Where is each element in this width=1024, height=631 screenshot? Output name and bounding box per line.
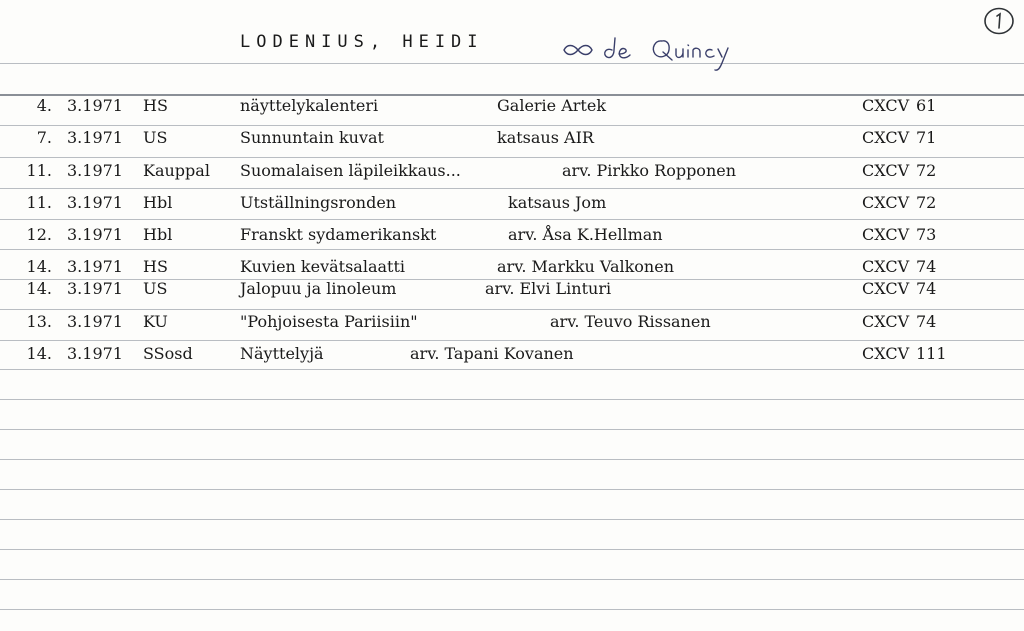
entry-page: 71	[916, 128, 937, 147]
entry-title: Utställningsronden	[240, 193, 397, 212]
entry-page: 74	[916, 279, 937, 298]
entry-title: Näyttelyjä	[240, 344, 324, 363]
ruled-line	[0, 429, 1024, 430]
entry-ref: CXCV	[862, 279, 910, 298]
ruled-line	[0, 219, 1024, 220]
list-item	[0, 279, 1024, 303]
entry-ref: CXCV	[862, 96, 910, 115]
list-item	[0, 257, 1024, 281]
entry-date: 3.1971	[67, 344, 123, 363]
entry-paper: KU	[143, 312, 168, 331]
entry-date: 3.1971	[67, 257, 123, 276]
ruled-line	[0, 579, 1024, 580]
ruled-line	[0, 157, 1024, 158]
entry-ref: CXCV	[862, 312, 910, 331]
entry-paper: SSosd	[143, 344, 193, 363]
entry-day: 4.	[36, 96, 52, 115]
entry-ref: CXCV	[862, 128, 910, 147]
entry-note: arv. Markku Valkonen	[497, 257, 674, 276]
entry-title: näyttelykalenteri	[240, 96, 379, 115]
entry-date: 3.1971	[67, 279, 123, 298]
entry-day: 7.	[36, 128, 52, 147]
ruled-line	[0, 609, 1024, 610]
ruled-line	[0, 369, 1024, 370]
entry-page: 74	[916, 312, 937, 331]
entry-title: "Pohjoisesta Pariisiin"	[240, 312, 418, 331]
entry-page: 72	[916, 193, 937, 212]
entry-note: arv. Åsa K.Hellman	[508, 225, 663, 244]
entry-note: Galerie Artek	[497, 96, 607, 115]
entry-paper: HS	[143, 96, 168, 115]
card-title: LODENIUS, HEIDI	[240, 32, 484, 52]
ruled-line	[0, 249, 1024, 250]
entry-paper: HS	[143, 257, 168, 276]
entry-note: katsaus Jom	[508, 193, 607, 212]
entry-paper: US	[143, 128, 168, 147]
ruled-line	[0, 459, 1024, 460]
entry-day: 12.	[26, 225, 52, 244]
entry-page: 61	[916, 96, 937, 115]
ruled-line	[0, 519, 1024, 520]
entry-title: Sunnuntain kuvat	[240, 128, 384, 147]
entry-day: 14.	[26, 279, 52, 298]
list-item	[0, 344, 1024, 368]
entry-note: arv. Pirkko Ropponen	[562, 161, 737, 180]
list-item	[0, 225, 1024, 249]
entry-ref: CXCV	[862, 193, 910, 212]
entry-page: 74	[916, 257, 937, 276]
entry-paper: Kauppal	[143, 161, 210, 180]
list-item	[0, 96, 1024, 120]
entry-page: 73	[916, 225, 937, 244]
list-item	[0, 312, 1024, 336]
entry-day: 13.	[26, 312, 52, 331]
entry-day: 11.	[26, 161, 52, 180]
entry-title: Kuvien kevätsalaatti	[240, 257, 406, 276]
handwritten-annotation	[562, 30, 762, 76]
entry-paper: Hbl	[143, 225, 173, 244]
entry-ref: CXCV	[862, 161, 910, 180]
ruled-line	[0, 63, 1024, 64]
entry-day: 14.	[26, 257, 52, 276]
list-item	[0, 193, 1024, 217]
entry-day: 11.	[26, 193, 52, 212]
entry-date: 3.1971	[67, 193, 123, 212]
ruled-line	[0, 489, 1024, 490]
ruled-line	[0, 549, 1024, 550]
entry-note: arv. Teuvo Rissanen	[550, 312, 711, 331]
ruled-line	[0, 399, 1024, 400]
entry-date: 3.1971	[67, 128, 123, 147]
entry-title: Suomalaisen läpileikkaus...	[240, 161, 461, 180]
entry-page: 72	[916, 161, 937, 180]
entry-paper: Hbl	[143, 193, 173, 212]
entry-date: 3.1971	[67, 225, 123, 244]
ruled-line	[0, 340, 1024, 341]
entry-note: arv. Tapani Kovanen	[410, 344, 574, 363]
entry-date: 3.1971	[67, 312, 123, 331]
entry-day: 14.	[26, 344, 52, 363]
ruled-line	[0, 309, 1024, 310]
list-item	[0, 161, 1024, 185]
entry-note: katsaus AIR	[497, 128, 594, 147]
entry-title: Franskt sydamerikanskt	[240, 225, 437, 244]
entry-ref: CXCV	[862, 225, 910, 244]
ruled-line	[0, 188, 1024, 189]
entry-ref: CXCV	[862, 257, 910, 276]
entry-ref: CXCV	[862, 344, 910, 363]
card-number-badge	[983, 5, 1015, 37]
entry-paper: US	[143, 279, 168, 298]
ruled-line	[0, 125, 1024, 126]
entry-title: Jalopuu ja linoleum	[240, 279, 397, 298]
entry-page: 111	[916, 344, 947, 363]
entry-date: 3.1971	[67, 96, 123, 115]
entry-date: 3.1971	[67, 161, 123, 180]
entry-note: arv. Elvi Linturi	[485, 279, 612, 298]
list-item	[0, 128, 1024, 152]
